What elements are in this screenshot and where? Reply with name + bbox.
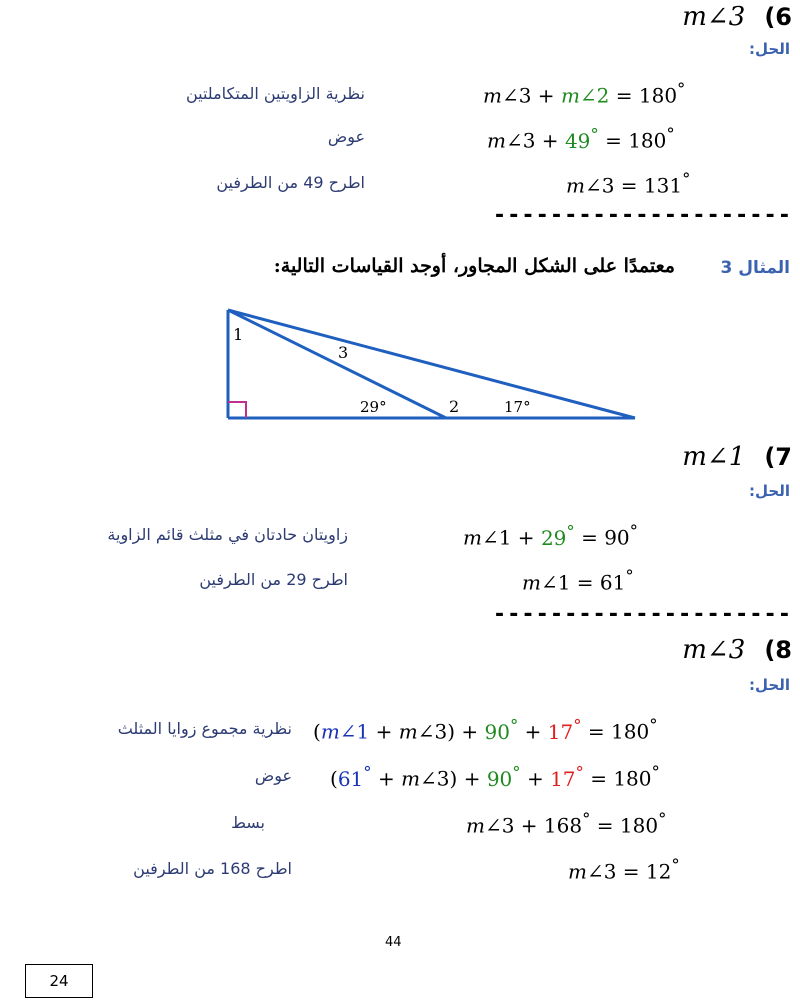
section7-separator: --------------------- [492, 602, 792, 627]
section7-header [682, 442, 792, 472]
section8-note1: نظرية مجموع زوايا المثلث [117, 719, 292, 738]
section6-number: (6 [764, 3, 792, 31]
example-text: معتمدًا على الشكل المجاور، أوجد القياسات التالية: [273, 255, 675, 277]
figure-hypotenuse [228, 310, 635, 418]
example-label: المثال 3 [720, 258, 790, 278]
section6-angle: m∠3 [682, 2, 746, 32]
section7-eq1: m∠1 + 29° = 90° [463, 522, 638, 550]
section6-note3: اطرح 49 من الطرفين [216, 173, 365, 192]
section8-solution-label: الحل: [749, 676, 790, 694]
section7-note2: اطرح 29 من الطرفين [199, 570, 348, 589]
section8-note4: اطرح 168 من الطرفين [133, 859, 292, 878]
angle-label-17: 17° [504, 398, 531, 416]
section6-separator: --------------------- [492, 203, 792, 228]
section6-eq3: m∠3 = 131° [566, 170, 691, 198]
section7-eq2: m∠1 = 61° [522, 567, 634, 595]
section6-solution-label: الحل: [749, 40, 790, 58]
angle-label-3: 3 [338, 343, 349, 362]
section8-header [682, 635, 792, 665]
figure-cevian [228, 310, 446, 418]
section6-header [682, 2, 792, 32]
section6-note1: نظرية الزاويتين المتكاملتين [185, 84, 365, 103]
section8-eq2: (61° + m∠3) + 90° + 17° = 180° [330, 763, 660, 791]
section8-number: (8 [764, 636, 792, 664]
section8-eq3: m∠3 + 168° = 180° [466, 810, 667, 838]
section6-note2: عوض [327, 127, 365, 146]
angle-label-29: 29° [360, 398, 387, 416]
section8-eq1: (m∠1 + m∠3) + 90° + 17° = 180° [313, 716, 658, 744]
section8-angle: m∠3 [682, 635, 746, 665]
section7-angle: m∠1 [682, 442, 746, 472]
section7-note1: زاويتان حادتان في مثلث قائم الزاوية [107, 525, 348, 544]
section8-eq4: m∠3 = 12° [568, 856, 680, 884]
section8-note3: بسط [231, 813, 265, 832]
section7-solution-label: الحل: [749, 482, 790, 500]
angle-label-1: 1 [233, 325, 244, 344]
section6-eq1: m∠3 + m∠2 = 180° [483, 80, 686, 108]
section6-eq2: m∠3 + 49° = 180° [487, 125, 675, 153]
angle-label-2: 2 [449, 397, 460, 416]
page-box-number: 24 [25, 964, 93, 998]
right-angle-marker [228, 402, 246, 418]
section7-number: (7 [764, 443, 792, 471]
page-number: 44 [385, 935, 402, 950]
triangle-figure [200, 300, 660, 430]
section8-note2: عوض [254, 766, 292, 785]
